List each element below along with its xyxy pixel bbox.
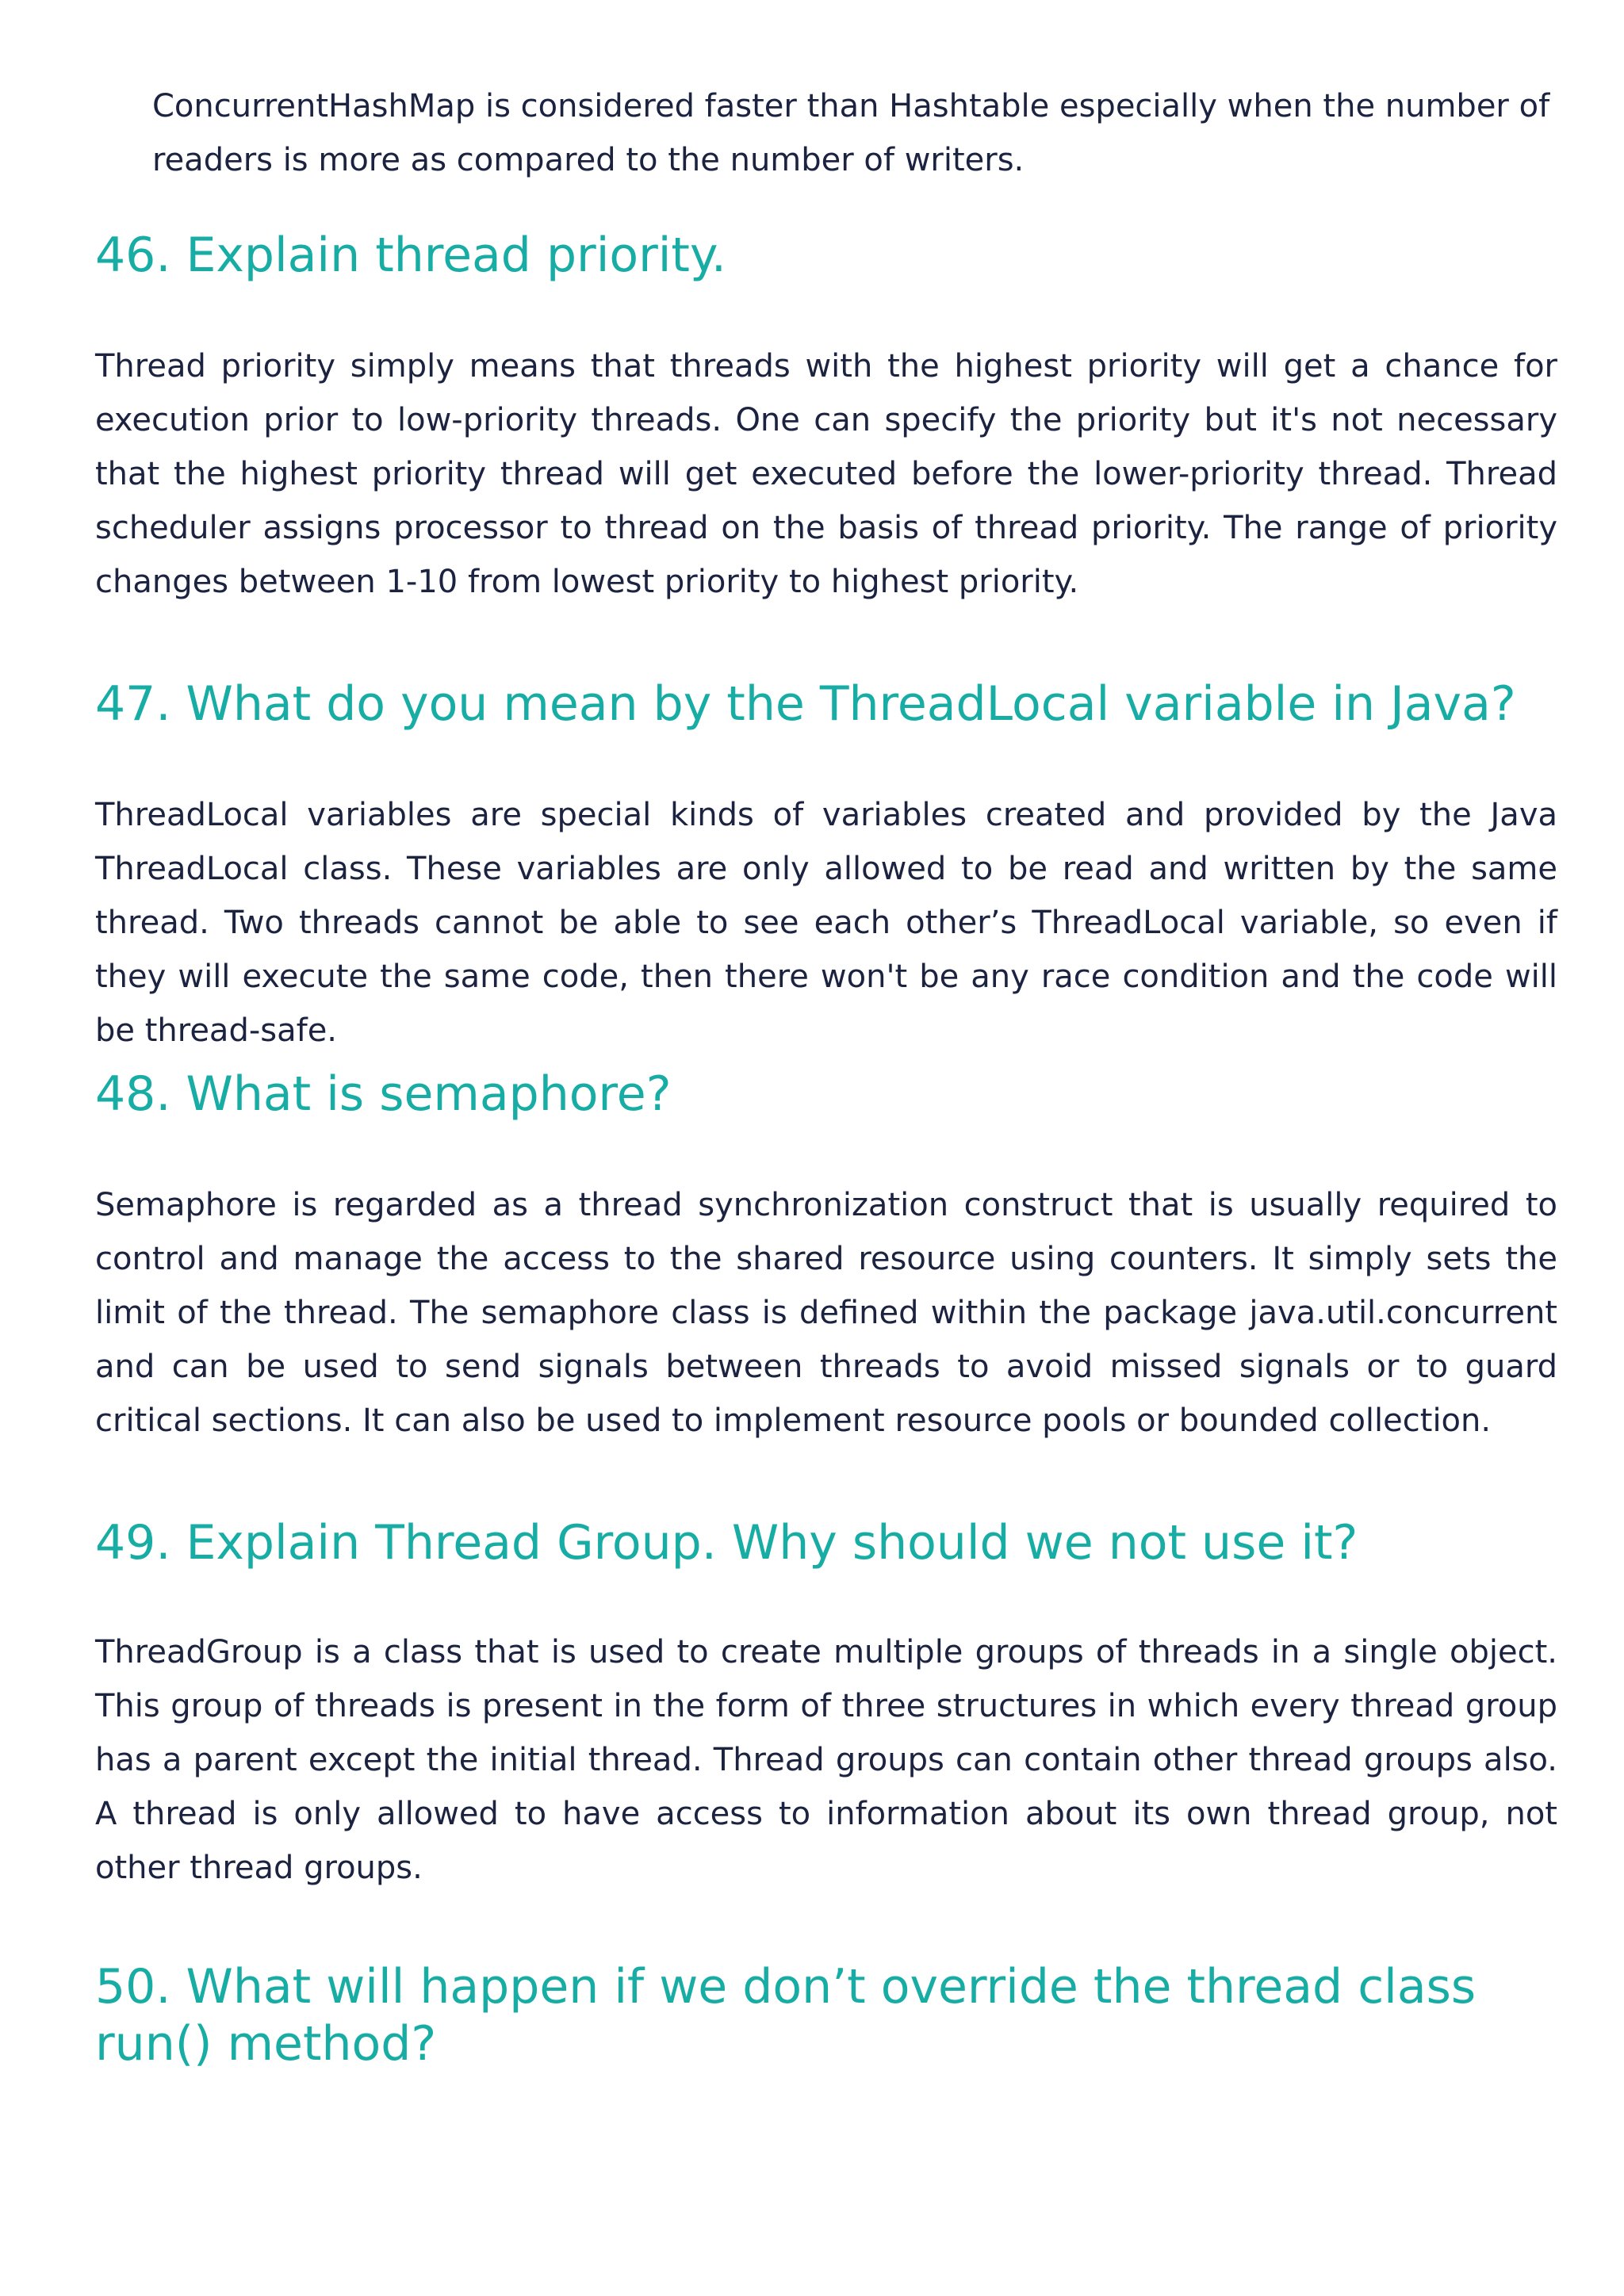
- section-body-47: ThreadLocal variables are special kinds of variables created and provided by the Java ThreadLocal class. These variables are only allowed to be read and written by the same thread. Two threads cannot be able to see each other’s ThreadLocal variable, so even if they will execute the same code, then there won't be any race condition and the code will be thread-safe.: [95, 797, 1557, 1049]
- section-heading-49: 49. Explain Thread Group. Why should we not use it?: [95, 1515, 1358, 1571]
- section-body-49: ThreadGroup is a class that is used to create multiple groups of threads in a single object. This group of threads is present in the form of three structures in which every thread group has a parent except the initial thread. Thread groups can contain other thread groups also. A thread is only allowed to have access to information about its own thread group, not other thread groups.: [95, 1634, 1557, 1886]
- section-body-46: Thread priority simply means that threads with the highest priority will get a chance for execution prior to low-priority threads. One can specify the priority but it's not necessary that the highest priority thread will get executed before the lower-priority thread. Thread scheduler assigns processor to thread on the basis of thread priority. The range of priority changes between 1-10 from lowest priority to highest priority.: [95, 348, 1557, 600]
- section-heading-46: 46. Explain thread priority.: [95, 228, 726, 283]
- section-heading-47: 47. What do you mean by the ThreadLocal variable in Java?: [95, 676, 1516, 732]
- intro-paragraph: ConcurrentHashMap is considered faster than Hashtable especially when the number of readers is more as compared to the number of writers.: [152, 88, 1550, 178]
- section-heading-48: 48. What is semaphore?: [95, 1066, 672, 1122]
- section-heading-50: 50. What will happen if we don’t override the thread class run() method?: [95, 1959, 1477, 2072]
- section-body-48: Semaphore is regarded as a thread synchronization construct that is usually required to control and manage the access to the shared resource using counters. It simply sets the limit of the thread. The semaphore class is defined within the package java.util.concurrent and can be used to send signals between threads to avoid missed signals or to guard critical sections. It can also be used to implement resource pools or bounded collection.: [95, 1187, 1557, 1439]
